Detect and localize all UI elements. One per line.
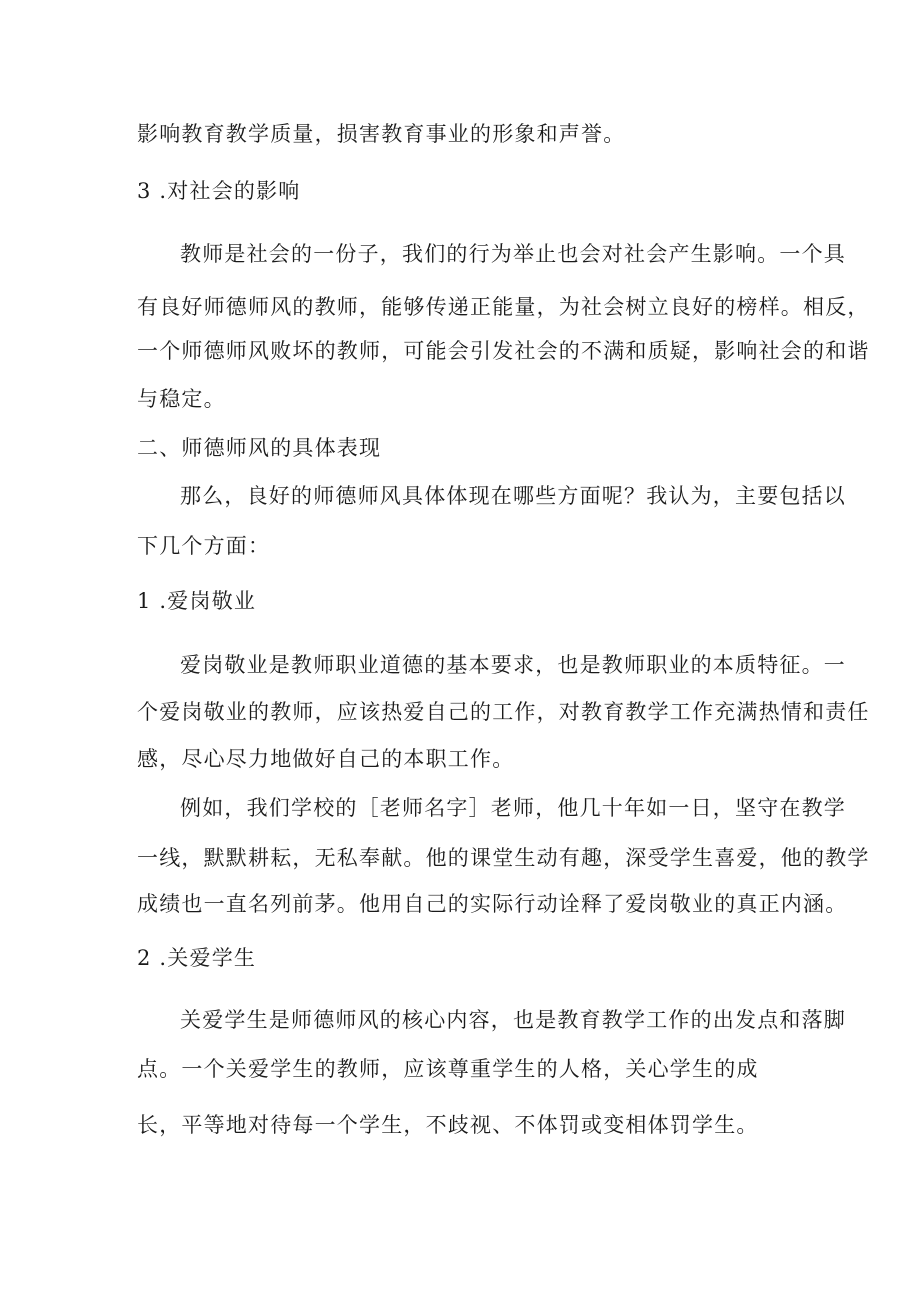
heading-care: 2 .关爱学生	[137, 946, 257, 970]
paragraph-line: 有良好师德师风的教师，能够传递正能量，为社会树立良好的榜样。相反，	[137, 295, 870, 319]
heading-social-impact: 3 .对社会的影响	[137, 179, 301, 203]
paragraph-line: 那么，良好的师德师风具体体现在哪些方面呢？我认为，主要包括以	[180, 484, 846, 508]
paragraph-line: 一线，默默耕耘，无私奉献。他的课堂生动有趣，深受学生喜爱，他的教学	[137, 846, 870, 870]
paragraph-line: 例如，我们学校的［老师名字］老师，他几十年如一日，坚守在教学	[180, 796, 846, 820]
paragraph-line: 下几个方面：	[137, 534, 271, 558]
paragraph-line: 与稳定。	[137, 387, 226, 411]
paragraph-line: 成绩也一直名列前茅。他用自己的实际行动诠释了爱岗敬业的真正内涵。	[137, 892, 848, 916]
paragraph-line: 个爱岗敬业的教师，应该热爱自己的工作，对教育教学工作充满热情和责任	[137, 700, 870, 724]
heading-dedication: 1 .爱岗敬业	[137, 589, 257, 613]
paragraph-line: 影响教育教学质量，损害教育事业的形象和声誉。	[137, 122, 626, 146]
paragraph-line: 关爱学生是师德师风的核心内容，也是教育教学工作的出发点和落脚	[180, 1008, 846, 1032]
paragraph-line: 长，平等地对待每一个学生，不歧视、不体罚或变相体罚学生。	[137, 1113, 759, 1137]
paragraph-line: 点。一个关爱学生的教师，应该尊重学生的人格，关心学生的成	[137, 1057, 759, 1081]
paragraph-line: 爱岗敬业是教师职业道德的基本要求，也是教师职业的本质特征。一	[180, 653, 846, 677]
paragraph-line: 感，尽心尽力地做好自己的本职工作。	[137, 747, 515, 771]
paragraph-line: 教师是社会的一份子，我们的行为举止也会对社会产生影响。一个具	[180, 242, 846, 266]
paragraph-line: 一个师德师风败坏的教师，可能会引发社会的不满和质疑，影响社会的和谐	[137, 339, 870, 363]
heading-section-two: 二、师德师风的具体表现	[137, 436, 382, 460]
